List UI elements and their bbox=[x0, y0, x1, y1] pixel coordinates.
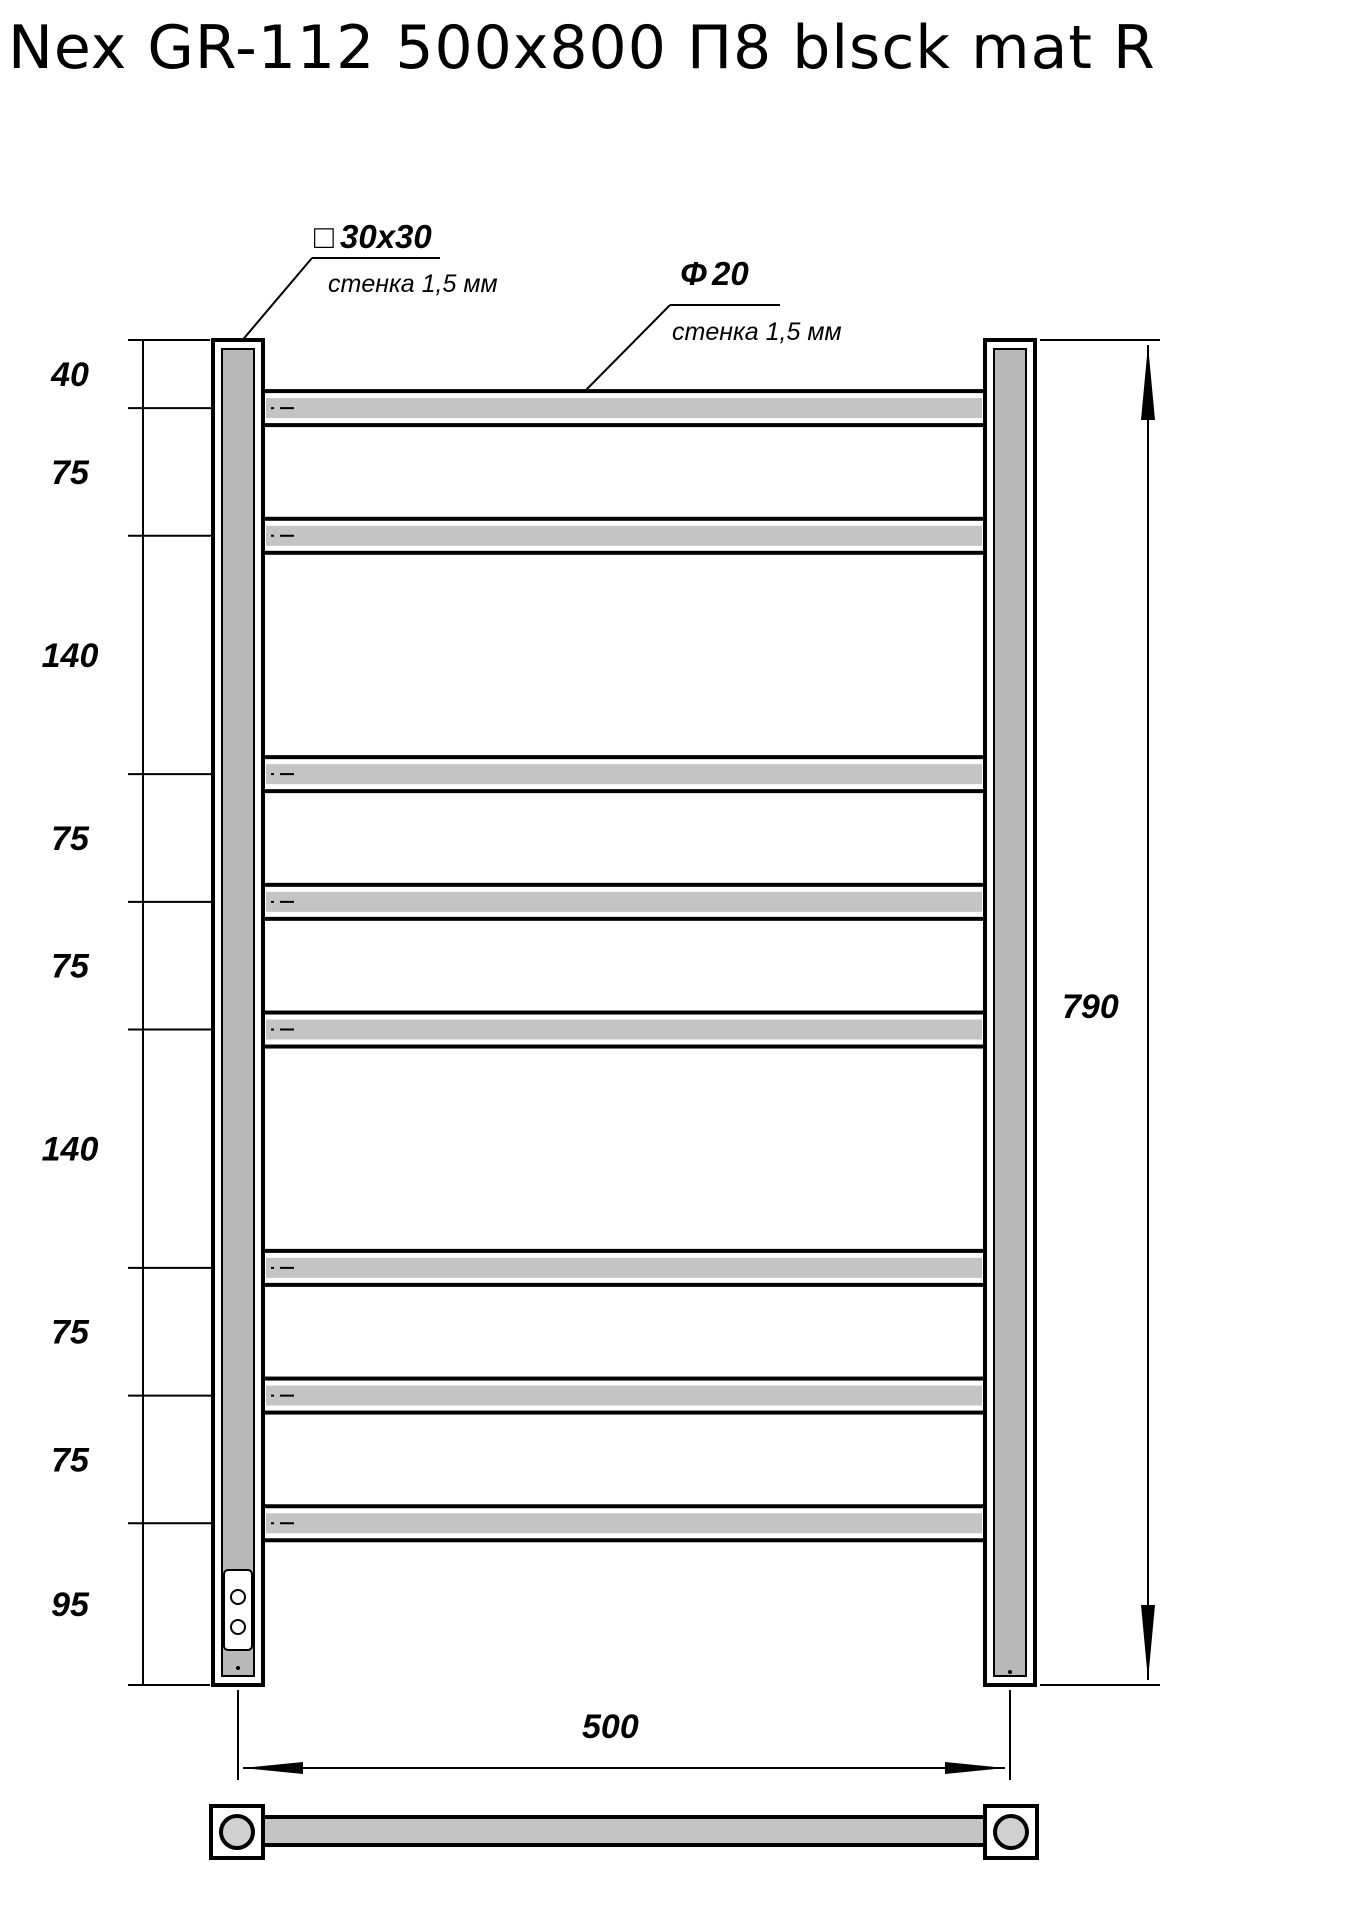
right-post bbox=[985, 340, 1035, 1685]
spacing-label: 140 bbox=[41, 636, 99, 675]
rungs-group bbox=[263, 391, 985, 1540]
profile-wall-label: стенка 1,5 мм bbox=[328, 270, 498, 298]
left-post bbox=[213, 340, 263, 1685]
spacing-label: 75 bbox=[51, 1441, 89, 1480]
diameter-icon: Φ bbox=[680, 255, 708, 292]
spacing-label: 95 bbox=[51, 1586, 89, 1625]
width-label: 500 bbox=[582, 1708, 639, 1746]
spacing-label: 75 bbox=[51, 1313, 89, 1352]
spacing-labels bbox=[42, 356, 99, 1624]
product-title: Nex GR-112 500x800 П8 blsck mat R bbox=[8, 13, 1156, 83]
profile-size-label: 30x30 bbox=[340, 218, 432, 255]
socket-hole-icon bbox=[231, 1620, 245, 1634]
tube-wall-label: стенка 1,5 мм bbox=[672, 318, 842, 346]
height-dimension bbox=[1040, 340, 1160, 1685]
tube-callout bbox=[586, 255, 842, 390]
top-view bbox=[211, 1806, 1037, 1858]
arrow-up-icon bbox=[1141, 345, 1155, 420]
spacing-label: 75 bbox=[51, 453, 89, 492]
arrow-left-icon bbox=[243, 1762, 303, 1774]
arrow-down-icon bbox=[1141, 1605, 1155, 1680]
socket-hole-icon bbox=[231, 1590, 245, 1604]
height-label: 790 bbox=[1062, 988, 1119, 1026]
spacing-label: 75 bbox=[51, 819, 89, 858]
spacing-label: 40 bbox=[51, 356, 89, 395]
spacing-label: 75 bbox=[51, 947, 89, 986]
width-dimension bbox=[238, 1690, 1010, 1780]
tube-size-label: 20 bbox=[712, 255, 749, 292]
spacing-label: 140 bbox=[41, 1130, 99, 1169]
profile-callout bbox=[240, 218, 498, 343]
profile-square-icon: □ bbox=[314, 218, 334, 255]
arrow-right-icon bbox=[945, 1762, 1005, 1774]
